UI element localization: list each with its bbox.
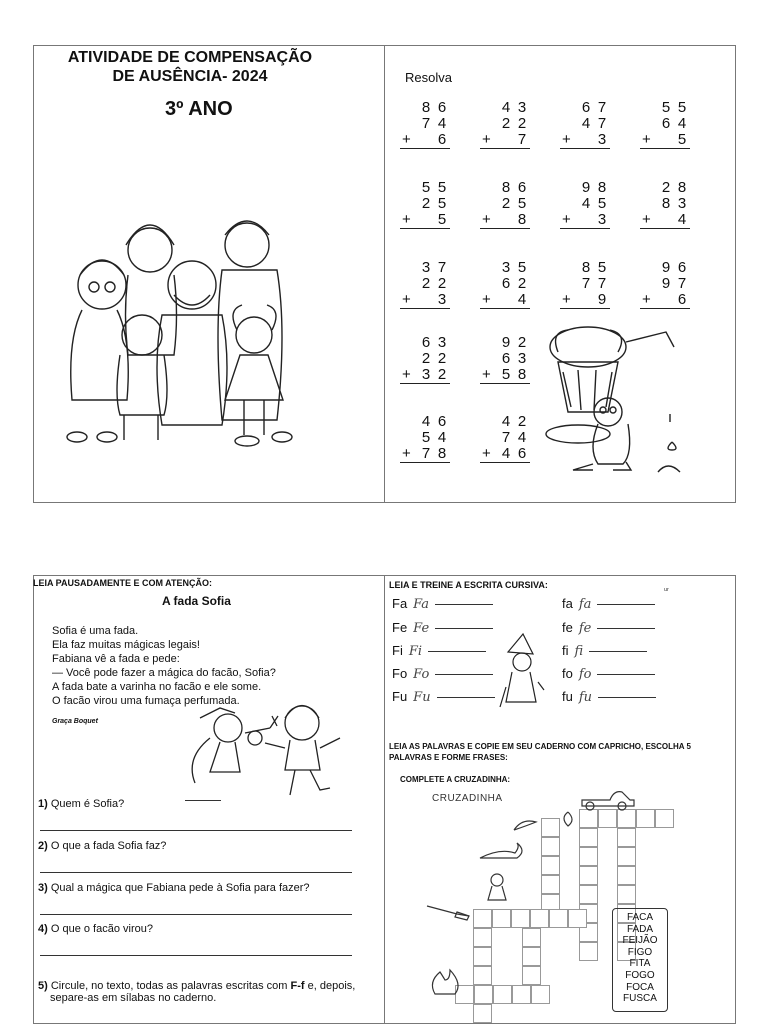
family-illustration [62,205,312,450]
digit: 4 [517,291,527,308]
crossword-cell[interactable] [473,1004,492,1023]
plus-sign: + [642,211,651,228]
crossword-cell[interactable] [655,809,674,828]
answer-line[interactable] [185,800,221,801]
plus-sign: + [402,445,411,462]
addition-problem [400,260,450,309]
question [38,923,153,935]
digit: 5 [677,99,687,116]
digit: 4 [437,429,447,446]
digit: 5 [421,179,431,196]
story-text [52,624,276,708]
top-divider [384,45,385,503]
digit: 8 [597,179,607,196]
crossword-instruction: COMPLETE A CRUZADINHA: [400,775,511,784]
plus-sign: + [482,366,491,383]
word-bank [612,908,668,1012]
digit: 5 [437,211,447,228]
digit: 3 [517,99,527,116]
word-bank-item: FUSCA [623,993,657,1005]
cursive-instruction: LEIA E TREINE A ESCRITA CURSIVA: [389,580,548,590]
digit: 6 [437,413,447,430]
digit: 3 [437,291,447,308]
writing-line[interactable] [597,674,655,675]
word-bank-item: FOGO [625,969,655,981]
digit: 7 [597,99,607,116]
plus-sign: + [482,211,491,228]
plus-sign: + [402,211,411,228]
title-line-1: ATIVIDADE DE COMPENSAÇÃO [67,49,313,66]
syllable-cursive: fo [578,667,592,682]
cursive-row [562,689,656,705]
digit: 7 [597,275,607,292]
digit: 7 [581,275,591,292]
story-title: A fada Sofia [162,594,231,608]
question [38,840,166,852]
syllable-print: Fu [392,689,408,704]
question-text: e, depois, [304,980,356,992]
writing-line[interactable] [589,651,647,652]
page-title [40,48,340,86]
digit: 3 [421,366,431,383]
digit: 3 [501,259,511,276]
digit: 5 [437,179,447,196]
digit: 2 [437,275,447,292]
digit: 4 [581,195,591,212]
syllable-cursive: fe [578,621,592,636]
addition-problem [400,414,450,463]
question-text: separe-as em sílabas no caderno. [50,992,217,1004]
digit: 9 [661,275,671,292]
digit: 2 [421,275,431,292]
digit: 2 [421,350,431,367]
writing-line[interactable] [435,604,493,605]
digit: 9 [597,291,607,308]
digit: 9 [661,259,671,276]
writing-line[interactable] [428,651,486,652]
digit: 2 [437,350,447,367]
plus-sign: + [562,211,571,228]
digit: 6 [421,334,431,351]
reading-instruction: LEIA PAUSADAMENTE E COM ATENÇÃO: [33,578,212,588]
digit: 8 [661,195,671,212]
question-number: 4) [38,923,51,935]
plus-sign: + [642,291,651,308]
syllable-print: fe [562,620,573,635]
answer-line[interactable] [40,955,352,956]
word-bank-item: FEIJÃO [622,935,658,947]
digit: 6 [501,350,511,367]
digit: 3 [597,211,607,228]
copy-instruction [389,741,691,763]
digit: 7 [517,131,527,148]
word-bank-item: FOCA [626,981,654,993]
syllable-print: Fe [392,620,408,635]
syllable-cursive: Fo [413,667,430,682]
syllable-cursive: Fe [413,621,430,636]
digit: 7 [437,259,447,276]
digit: 3 [421,259,431,276]
syllable-cursive: Fi [408,644,423,659]
digit: 9 [581,179,591,196]
title-line-2: DE AUSÊNCIA- 2024 [112,68,268,85]
digit: 3 [597,131,607,148]
addition-problem [480,260,530,309]
digit: 5 [677,131,687,148]
addition-problem [480,335,530,384]
addition-problem [560,100,610,149]
question-emphasis: F-f [290,980,305,992]
question-number: 1) [38,798,51,810]
witch-fairy-illustration [498,632,548,712]
digit: 2 [421,195,431,212]
answer-line[interactable] [40,872,352,873]
bottom-divider [384,575,385,1024]
digit: 4 [501,445,511,462]
plus-sign: + [562,131,571,148]
cursive-row [392,689,495,705]
plus-sign: + [482,445,491,462]
addition-problem [640,180,690,229]
digit: 2 [517,275,527,292]
writing-line[interactable] [437,697,495,698]
syllable-cursive: fu [578,690,593,705]
addition-problem [480,100,530,149]
question-text: Circule, no texto, todas as palavras escritas com [50,980,291,992]
cursive-row [562,666,655,682]
digit: 8 [517,211,527,228]
cursive-row [392,666,493,682]
digit: 8 [437,445,447,462]
digit: 6 [437,99,447,116]
digit: 7 [421,445,431,462]
digit: 2 [661,179,671,196]
digit: 3 [437,334,447,351]
story-line: O facão virou uma fumaça perfumada. [52,695,240,707]
syllable-print: fi [562,643,569,658]
digit: 2 [437,366,447,383]
story-line: A fada bate a varinha no facão e ele some. [52,681,262,693]
word-bank-item: FADA [626,923,654,935]
question-text: Quem é Sofia? [50,798,125,810]
digit: 4 [677,115,687,132]
digit: 8 [581,259,591,276]
plus-sign: + [642,131,651,148]
question-number: 3) [38,882,51,894]
plus-sign: + [482,291,491,308]
story-author: Graça Boquet [52,718,98,725]
digit: 5 [517,259,527,276]
stray-mark: ᵘʳ [664,586,669,595]
digit: 3 [517,350,527,367]
digit: 5 [437,195,447,212]
addition-problem [560,260,610,309]
story-line: Sofia é uma fada. [52,625,139,637]
digit: 8 [501,179,511,196]
digit: 6 [501,275,511,292]
digit: 5 [421,429,431,446]
fairy-girl-illustration [160,698,360,802]
digit: 3 [677,195,687,212]
digit: 4 [581,115,591,132]
addition-problem [400,180,450,229]
digit: 2 [517,334,527,351]
writing-line[interactable] [598,697,656,698]
story-line: Fabiana vê a fada e pede: [52,653,180,665]
syllable-print: Fa [392,596,408,611]
addition-problem [480,414,530,463]
digit: 4 [677,211,687,228]
addition-problem [400,335,450,384]
digit: 5 [597,195,607,212]
syllable-print: fo [562,666,573,681]
syllable-print: Fo [392,666,408,681]
digit: 7 [597,115,607,132]
digit: 7 [677,275,687,292]
question-number: 5) [38,980,51,992]
digit: 4 [421,413,431,430]
plus-sign: + [562,291,571,308]
writing-line[interactable] [597,604,655,605]
digit: 6 [677,291,687,308]
syllable-cursive: fa [578,597,592,612]
cursive-row [562,620,655,636]
digit: 6 [517,179,527,196]
syllable-print: fa [562,596,573,611]
math-instruction: Resolva [405,70,452,85]
syllable-cursive: Fa [413,597,430,612]
plus-sign: + [402,291,411,308]
cursive-row [392,643,486,659]
question-number: 2) [38,840,51,852]
syllable-cursive: Fu [413,690,431,705]
writing-line[interactable] [597,628,655,629]
digit: 6 [437,131,447,148]
digit: 2 [501,115,511,132]
question-text: Qual a mágica que Fabiana pede à Sofia para fazer? [50,882,310,894]
question-text: O que a fada Sofia faz? [50,840,167,852]
addition-problem [640,100,690,149]
digit: 2 [501,195,511,212]
digit: 7 [421,115,431,132]
crossword-title: CRUZADINHA [432,793,503,804]
digit: 2 [517,115,527,132]
plus-sign: + [482,131,491,148]
digit: 6 [661,115,671,132]
digit: 8 [517,366,527,383]
answer-line[interactable] [40,914,352,915]
plus-sign: + [402,366,411,383]
digit: 8 [421,99,431,116]
cursive-row [392,596,493,612]
digit: 4 [501,413,511,430]
word-bank-item: FACA [626,912,654,923]
digit: 5 [501,366,511,383]
question-text: O que o facão virou? [50,923,153,935]
digit: 4 [517,429,527,446]
digit: 8 [677,179,687,196]
cursive-row [562,596,655,612]
addition-problem [560,180,610,229]
writing-line[interactable] [435,674,493,675]
digit: 4 [501,99,511,116]
syllable-cursive: fi [574,644,584,659]
plus-sign: + [402,131,411,148]
digit: 5 [517,195,527,212]
digit: 2 [517,413,527,430]
addition-problem [640,260,690,309]
syllable-print: Fi [392,643,403,658]
digit: 7 [501,429,511,446]
milkshake-cat-illustration [538,322,688,482]
word-bank-item: FITA [629,958,651,970]
syllable-print: fu [562,689,573,704]
answer-line[interactable] [40,830,352,831]
word-bank-item: FIGO [627,946,653,958]
addition-problem [400,100,450,149]
crossword-clue-icons [422,782,642,1002]
question [38,798,124,810]
digit: 6 [517,445,527,462]
question [38,882,310,894]
digit: 6 [581,99,591,116]
story-line: Ela faz muitas mágicas legais! [52,639,200,651]
copy-instruction-line-1: LEIA AS PALAVRAS E COPIE EM SEU CADERNO COM CAPRICHO, ESCOLHA 5 [389,742,691,751]
grade-label: 3º ANO [165,98,233,120]
question [38,980,355,1004]
digit: 4 [437,115,447,132]
digit: 6 [677,259,687,276]
cursive-row [562,643,647,659]
copy-instruction-line-2: PALAVRAS E FORME FRASES: [389,753,508,762]
addition-problem [480,180,530,229]
digit: 5 [661,99,671,116]
writing-line[interactable] [435,628,493,629]
digit: 9 [501,334,511,351]
cursive-row [392,620,493,636]
digit: 5 [597,259,607,276]
story-line: — Você pode fazer a mágica do facão, Sofia? [52,667,276,679]
